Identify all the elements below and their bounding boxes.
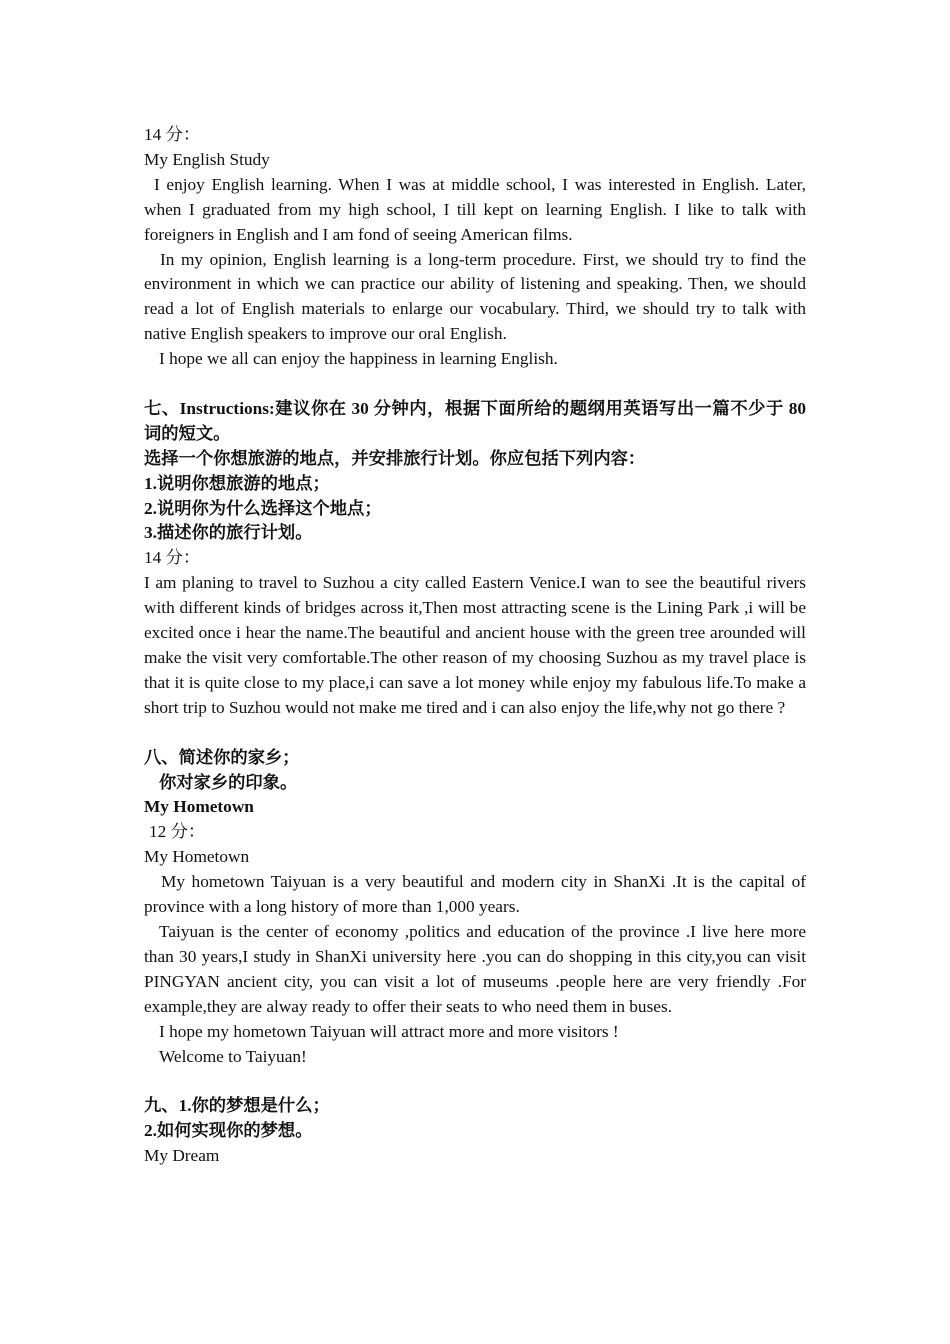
section6-title: My English Study bbox=[144, 149, 270, 169]
section7-instructions: 七、Instructions:建议你在 30 分钟内，根据下面所给的题纲用英语写出一篇不少于 80 词的短文。 bbox=[144, 398, 806, 443]
section8-paragraph-3: I hope my hometown Taiyuan will attract more and more visitors ! bbox=[159, 1021, 619, 1041]
section8-heading: 八、简述你的家乡； bbox=[144, 747, 300, 767]
section9-title: My Dream bbox=[144, 1146, 220, 1166]
section6-paragraph-3: I hope we all can enjoy the happiness in learning English. bbox=[159, 349, 558, 369]
section8-score: 12 分： bbox=[149, 822, 206, 842]
section6-paragraph-2: In my opinion, English learning is a long-term procedure. First, we should try to find the environment in which we can practice our ability of listening and speaking. Then, we should read a lot of English materials to enlarge our vocabulary. Third, we should try to talk with native English speakers to improve our oral English. bbox=[144, 249, 806, 344]
section8-bold-title: My Hometown bbox=[144, 797, 254, 817]
spacer bbox=[144, 372, 806, 397]
section7-prompt: 选择一个你想旅游的地点，并安排旅行计划。你应包括下列内容： bbox=[144, 448, 646, 468]
section8-subheading: 你对家乡的印象。 bbox=[159, 772, 298, 792]
section7-item-2: 2.说明你为什么选择这个地点； bbox=[144, 498, 382, 518]
section8-paragraph-1: My hometown Taiyuan is a very beautiful and modern city in ShanXi .It is the capital of province with a long history of more than 1,000 years. bbox=[144, 872, 806, 917]
section9-heading: 九、1.你的梦想是什么； bbox=[144, 1096, 330, 1116]
document-page bbox=[144, 123, 806, 1169]
spacer bbox=[144, 721, 806, 746]
section7-essay: I am planing to travel to Suzhou a city called Eastern Venice.I wan to see the beautiful rivers with different kinds of bridges across it,Then most attracting scene is the Lining Park ,i will be excited once i hear the name.The beautiful and ancient house with the green tree arounded will make the visit very comfortable.The other reason of my choosing Suzhou as my travel place is that it is quite close to my place,i can save a lot money while enjoy my fabulous life.To make a short trip to Suzhou would not make me tired and i can also enjoy the life,why not go there ? bbox=[144, 573, 806, 717]
section9-item-2: 2.如何实现你的梦想。 bbox=[144, 1121, 313, 1141]
section8-title: My Hometown bbox=[144, 847, 250, 867]
section7-score: 14 分： bbox=[144, 548, 201, 568]
section7-item-3: 3.描述你的旅行计划。 bbox=[144, 523, 313, 543]
section6-score: 14 分： bbox=[144, 125, 201, 144]
section8-paragraph-2: Taiyuan is the center of economy ,politics and education of the province .I live here more than 30 years,I study in ShanXi university here .you can do shopping in this city,you can visit PINGYAN ancient city, you can visit a lot of museums .people here are very friendly .For example,they are alway ready to offer their seats to who need them in buses. bbox=[144, 921, 806, 1016]
section8-paragraph-4: Welcome to Taiyuan! bbox=[159, 1046, 307, 1066]
spacer bbox=[144, 1069, 806, 1094]
section7-item-1: 1.说明你想旅游的地点； bbox=[144, 473, 330, 493]
section6-paragraph-1: I enjoy English learning. When I was at middle school, I was interested in English. Later, when I graduated from my high school, I till kept on learning English. I like to talk with foreigners in English and I am fond of seeing American films. bbox=[144, 174, 806, 244]
